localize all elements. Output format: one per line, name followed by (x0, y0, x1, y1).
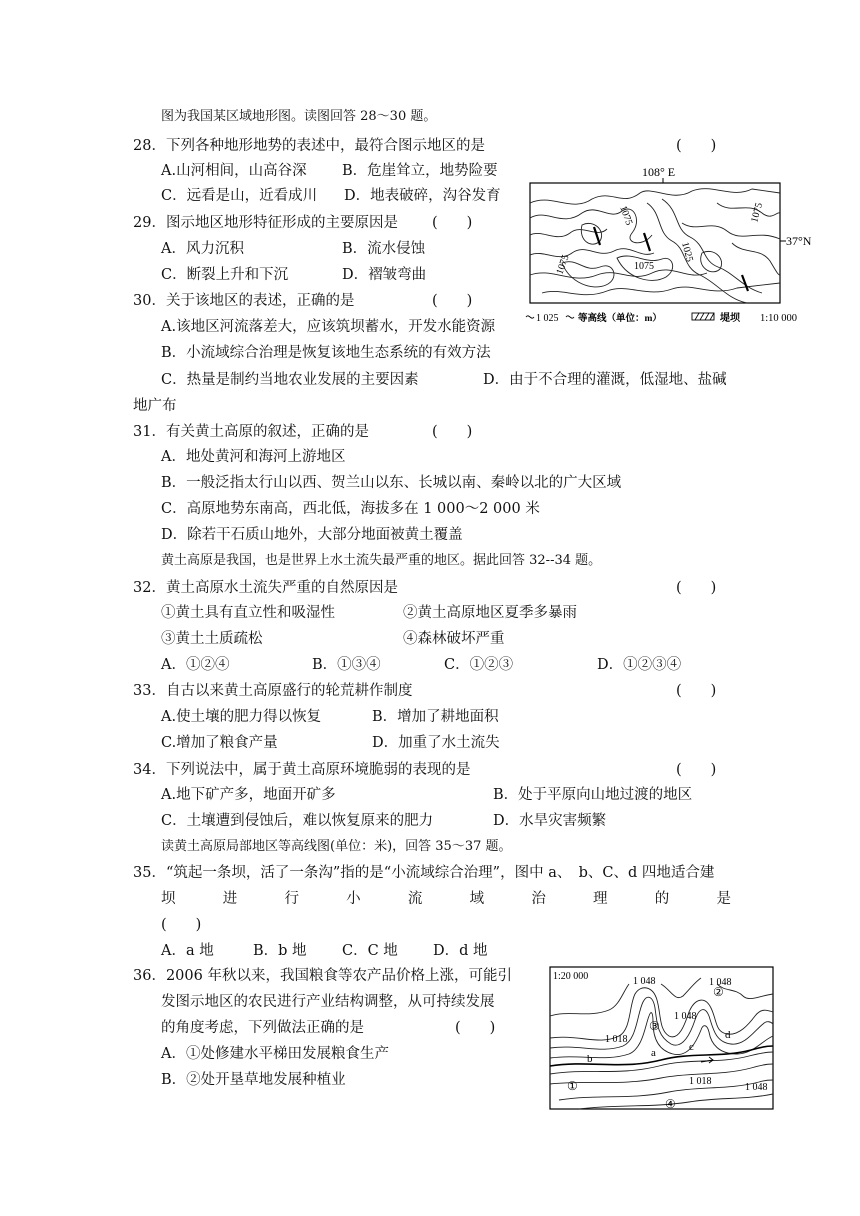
q35-char: 小 (346, 891, 361, 907)
map2-point-2: ② (713, 985, 724, 999)
q34-option-c: C．土壤遭到侵蚀后，难以恢复原来的肥力 (161, 813, 434, 829)
q32-statement-1: ①黄土具有直立性和吸湿性 (161, 605, 335, 621)
q33-paren: ( ) (676, 683, 717, 699)
topographic-map-2 (549, 966, 775, 1112)
map2-point-d: d (725, 1029, 731, 1041)
q34-option-d: D．水旱灾害频繁 (493, 813, 607, 829)
map2-point-1: ① (567, 1079, 578, 1093)
q33-stem: 33．自古以来黄土高原盛行的轮荒耕作制度 (133, 683, 413, 699)
q36-stem-2: 发图示地区的农民进行产业结构调整，从可持续发展 (161, 994, 495, 1010)
q35-option-b: B．b 地 (253, 943, 307, 959)
q35-paren: ( ) (161, 917, 202, 933)
q28-paren: ( ) (676, 138, 717, 154)
map1-contour-label: 1025 (679, 240, 695, 264)
q35-char: 坝 (161, 891, 176, 907)
q35-char: 行 (284, 891, 299, 907)
q30-option-a: A.该地区河流落差大，应该筑坝蓄水，开发水能资源 (161, 319, 496, 335)
q29-option-c: C．断裂上升和下沉 (161, 267, 289, 283)
q32-option-d: D．①②③④ (597, 657, 682, 673)
q29-option-a: A．风力沉积 (161, 241, 244, 257)
q35-option-d: D．d 地 (433, 943, 488, 959)
map1-contour-label: 1075 (634, 261, 654, 272)
q33-option-b: B．增加了耕地面积 (372, 709, 499, 725)
q36-option-b: B．②处开垦草地发展种植业 (161, 1072, 346, 1088)
q35-char: 域 (469, 891, 485, 907)
q35-char: 理 (593, 891, 608, 907)
q35-option-c: C．C 地 (342, 943, 398, 959)
q31-option-d: D．除若干石质山地外，大部分地面被黄土覆盖 (161, 527, 463, 543)
q32-paren: ( ) (676, 580, 717, 596)
map1-contour-label: 1075 (617, 204, 635, 227)
q31-option-c: C．高原地势东南高，西北低，海拔多在 1 000～2 000 米 (161, 501, 540, 517)
map2-point-3: ③ (649, 1019, 660, 1033)
q28-option-a: A.山河相间，山高谷深 (161, 163, 307, 179)
q30-option-c: C．热量是制约当地农业发展的主要因素 (161, 372, 419, 388)
q29-option-d: D．褶皱弯曲 (342, 267, 427, 283)
q32-option-b: B．①③④ (312, 657, 381, 673)
q31-paren: ( ) (432, 424, 473, 440)
q34-option-b: B．处于平原向山地过渡的地区 (493, 787, 693, 803)
map2-point-a: a (651, 1047, 656, 1059)
q34-paren: ( ) (676, 762, 717, 778)
q35-char: 治 (531, 891, 546, 907)
map2-elevation: 1 048 (674, 1011, 697, 1022)
map2-elevation: 1 018 (605, 1034, 628, 1045)
map1-longitude: 108° E (642, 165, 676, 179)
map2-point-c: c (689, 1041, 694, 1053)
q31-option-a: A．地处黄河和海河上游地区 (161, 449, 346, 465)
map2-elevation: 1 048 (633, 976, 656, 987)
q31-option-b: B．一般泛指太行山以西、贺兰山以东、长城以南、秦岭以北的广大区域 (161, 475, 622, 491)
topographic-map-1 (522, 163, 822, 328)
q28-option-c: C．远看是山，近看成川 (161, 188, 318, 204)
map2-elevation: 1 018 (689, 1076, 712, 1087)
q32-statement-2: ②黄土高原地区夏季多暴雨 (403, 605, 577, 621)
map1-contour-label: 1075 (554, 253, 572, 277)
map1-latitude: 37°N (786, 234, 812, 248)
q35-char: 进 (222, 891, 238, 907)
map1-legend-contour-sample: 1 025 (536, 313, 559, 324)
q34-option-a: A.地下矿产多，地面开矿多 (161, 787, 336, 803)
map2-elevation: 1 048 (745, 1082, 768, 1093)
q28-option-b: B．危崖耸立，地势险要 (342, 163, 498, 179)
q29-option-b: B．流水侵蚀 (342, 241, 426, 257)
q32-stem: 32．黄土高原水土流失严重的自然原因是 (133, 580, 398, 596)
q30-stem: 30．关于该地区的表述，正确的是 (133, 293, 355, 309)
q33-option-d: D．加重了水土流失 (372, 735, 500, 751)
q30-paren: ( ) (432, 293, 473, 309)
q35-char: 是 (716, 891, 731, 907)
map1-contour-label: 1075 (749, 201, 766, 224)
q36-stem-3: 的角度考虑，下列做法正确的是 (161, 1020, 364, 1036)
map2-point-4: ④ (665, 1097, 676, 1111)
q31-stem: 31．有关黄土高原的叙述，正确的是 (133, 424, 369, 440)
map1-legend-dam: 堤坝 (720, 313, 740, 324)
q34-stem: 34．下列说法中，属于黄土高原环境脆弱的表现的是 (133, 762, 471, 778)
q32-option-a: A．①②④ (161, 657, 230, 673)
q35-char: 流 (407, 891, 423, 907)
q29-paren: ( ) (432, 215, 473, 231)
q28-option-d: D．地表破碎，沟谷发育 (344, 188, 501, 204)
q35-stem: 35．“筑起一条坝，活了一条沟”指的是“小流域综合治理”，图中 a、 b、C、d 四地适合建 (133, 865, 715, 881)
q35-option-a: A．a 地 (161, 943, 214, 959)
q29-stem: 29．图示地区地形特征形成的主要原因是 (133, 215, 398, 231)
map2-scale: 1:20 000 (553, 971, 589, 982)
q32-statement-4: ④森林破坏严重 (403, 631, 505, 647)
q33-option-a: A.使土壤的肥力得以恢复 (161, 709, 322, 725)
q30-option-d: D．由于不合理的灌溉，低湿地、盐碱 (483, 372, 727, 388)
intro-32-34: 黄土高原是我国，也是世界上水土流失最严重的地区。据此回答 32--34 题。 (161, 553, 602, 568)
q32-statement-3: ③黄土土质疏松 (161, 631, 263, 647)
map2-point-b: b (587, 1053, 593, 1065)
q30-option-d-cont: 地广布 (133, 398, 177, 414)
q35-char: 的 (654, 891, 670, 907)
map2-frame (550, 967, 773, 1109)
intro-28-30: 图为我国某区域地形图。读图回答 28～30 题。 (161, 109, 437, 124)
q36-stem: 36．2006 年秋以来，我国粮食等农产品价格上涨，可能引 (133, 968, 512, 984)
q30-option-b: B．小流域综合治理是恢复该地生态系统的有效方法 (161, 345, 491, 361)
map1-frame (530, 183, 780, 303)
q36-paren: ( ) (455, 1020, 496, 1036)
q28-stem: 28．下列各种地形地势的表述中，最符合图示地区的是 (133, 138, 485, 154)
map2-elevation: 1 048 (709, 977, 732, 988)
q35-stem-justified (161, 889, 731, 909)
q33-option-c: C.增加了粮食产量 (161, 735, 278, 751)
q36-option-a: A．①处修建水平梯田发展粮食生产 (161, 1046, 389, 1062)
intro-35-37: 读黄土高原局部地区等高线图(单位：米)，回答 35～37 题。 (161, 839, 512, 854)
q32-option-c: C．①②③ (444, 657, 514, 673)
map1-scale: 1:10 000 (760, 313, 798, 324)
map1-legend-contour: 等高线（单位：m） (578, 314, 662, 324)
